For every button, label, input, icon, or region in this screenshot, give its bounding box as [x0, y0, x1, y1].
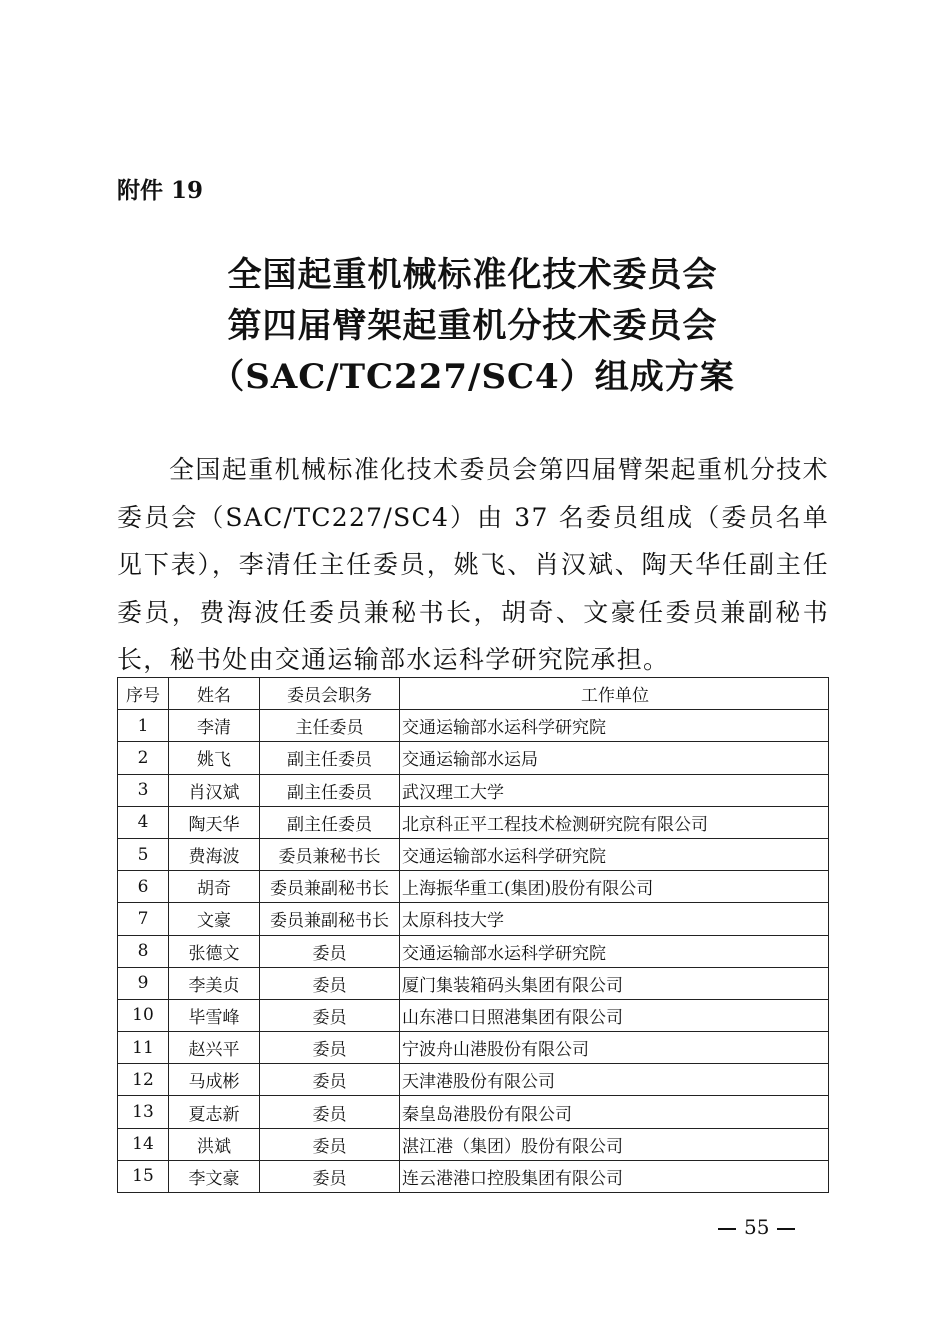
cell-index: 14: [118, 1128, 169, 1160]
table-row: [118, 1160, 829, 1192]
table-row: [118, 1032, 829, 1064]
table-row: [118, 742, 829, 774]
header-organization: 工作单位: [400, 678, 829, 710]
cell-organization: 武汉理工大学: [400, 774, 829, 806]
cell-name: 赵兴平: [169, 1032, 260, 1064]
header-index: 序号: [118, 678, 169, 710]
table-row: [118, 871, 829, 903]
member-table: [117, 677, 829, 1193]
table-row: [118, 806, 829, 838]
cell-organization: 湛江港（集团）股份有限公司: [400, 1128, 829, 1160]
cell-name: 张德文: [169, 935, 260, 967]
cell-index: 8: [118, 935, 169, 967]
cell-role: 委员: [260, 999, 400, 1031]
table-row: [118, 967, 829, 999]
cell-index: 6: [118, 871, 169, 903]
intro-paragraph: 全国起重机械标准化技术委员会第四届臂架起重机分技术委员会（SAC/TC227/SC4）由 37 名委员组成（委员名单见下表），李清任主任委员，姚飞、肖汉斌、陶天华任副主任委员，费海波任委员兼秘书长，胡奇、文豪任委员兼副秘书长，秘书处由交通运输部水运科学研究院承担。: [117, 455, 829, 674]
cell-name: 文豪: [169, 903, 260, 935]
cell-name: 胡奇: [169, 871, 260, 903]
cell-index: 10: [118, 999, 169, 1031]
table-row: [118, 774, 829, 806]
cell-index: 13: [118, 1096, 169, 1128]
cell-organization: 秦皇岛港股份有限公司: [400, 1096, 829, 1128]
table-row: [118, 1096, 829, 1128]
cell-organization: 上海振华重工(集团)股份有限公司: [400, 871, 829, 903]
footer-dash-right: [777, 1228, 795, 1230]
header-role: 委员会职务: [260, 678, 400, 710]
cell-name: 夏志新: [169, 1096, 260, 1128]
attachment-label: 附件 19: [117, 177, 204, 204]
cell-name: 洪斌: [169, 1128, 260, 1160]
cell-index: 5: [118, 838, 169, 870]
table-row: [118, 1064, 829, 1096]
cell-index: 7: [118, 903, 169, 935]
cell-index: 15: [118, 1160, 169, 1192]
cell-organization: 交通运输部水运局: [400, 742, 829, 774]
title-line-3: （SAC/TC227/SC4）组成方案: [210, 357, 735, 397]
header-name: 姓名: [169, 678, 260, 710]
cell-organization: 太原科技大学: [400, 903, 829, 935]
cell-name: 马成彬: [169, 1064, 260, 1096]
cell-name: 李清: [169, 710, 260, 742]
title-line-1: 全国起重机械标准化技术委员会: [227, 255, 718, 295]
cell-organization: 交通运输部水运科学研究院: [400, 838, 829, 870]
cell-index: 2: [118, 742, 169, 774]
cell-role: 委员: [260, 967, 400, 999]
page-number: 55: [744, 1215, 770, 1239]
cell-index: 4: [118, 806, 169, 838]
cell-organization: 连云港港口控股集团有限公司: [400, 1160, 829, 1192]
cell-role: 委员: [260, 1032, 400, 1064]
cell-name: 肖汉斌: [169, 774, 260, 806]
cell-index: 3: [118, 774, 169, 806]
cell-name: 陶天华: [169, 806, 260, 838]
document-title: [0, 250, 945, 403]
cell-organization: 天津港股份有限公司: [400, 1064, 829, 1096]
cell-role: 委员兼秘书长: [260, 838, 400, 870]
table-row: [118, 935, 829, 967]
cell-name: 姚飞: [169, 742, 260, 774]
cell-organization: 交通运输部水运科学研究院: [400, 710, 829, 742]
cell-index: 11: [118, 1032, 169, 1064]
cell-organization: 宁波舟山港股份有限公司: [400, 1032, 829, 1064]
table-header-row: [118, 678, 829, 710]
cell-name: 李文豪: [169, 1160, 260, 1192]
cell-role: 主任委员: [260, 710, 400, 742]
cell-organization: 北京科正平工程技术检测研究院有限公司: [400, 806, 829, 838]
page-footer: [710, 1215, 803, 1239]
footer-dash-left: [718, 1228, 736, 1230]
cell-role: 委员兼副秘书长: [260, 871, 400, 903]
cell-role: 委员: [260, 1096, 400, 1128]
cell-organization: 山东港口日照港集团有限公司: [400, 999, 829, 1031]
cell-role: 委员: [260, 1128, 400, 1160]
table-row: [118, 999, 829, 1031]
table-body: [118, 710, 829, 1193]
cell-name: 李美贞: [169, 967, 260, 999]
cell-name: 费海波: [169, 838, 260, 870]
cell-role: 副主任委员: [260, 742, 400, 774]
table-row: [118, 710, 829, 742]
cell-role: 副主任委员: [260, 806, 400, 838]
cell-index: 9: [118, 967, 169, 999]
table-row: [118, 903, 829, 935]
cell-role: 委员: [260, 935, 400, 967]
cell-role: 委员: [260, 1160, 400, 1192]
title-line-2: 第四届臂架起重机分技术委员会: [227, 306, 718, 346]
cell-role: 副主任委员: [260, 774, 400, 806]
cell-name: 毕雪峰: [169, 999, 260, 1031]
table-row: [118, 838, 829, 870]
cell-index: 1: [118, 710, 169, 742]
cell-organization: 厦门集装箱码头集团有限公司: [400, 967, 829, 999]
cell-index: 12: [118, 1064, 169, 1096]
cell-organization: 交通运输部水运科学研究院: [400, 935, 829, 967]
cell-role: 委员: [260, 1064, 400, 1096]
table-row: [118, 1128, 829, 1160]
cell-role: 委员兼副秘书长: [260, 903, 400, 935]
